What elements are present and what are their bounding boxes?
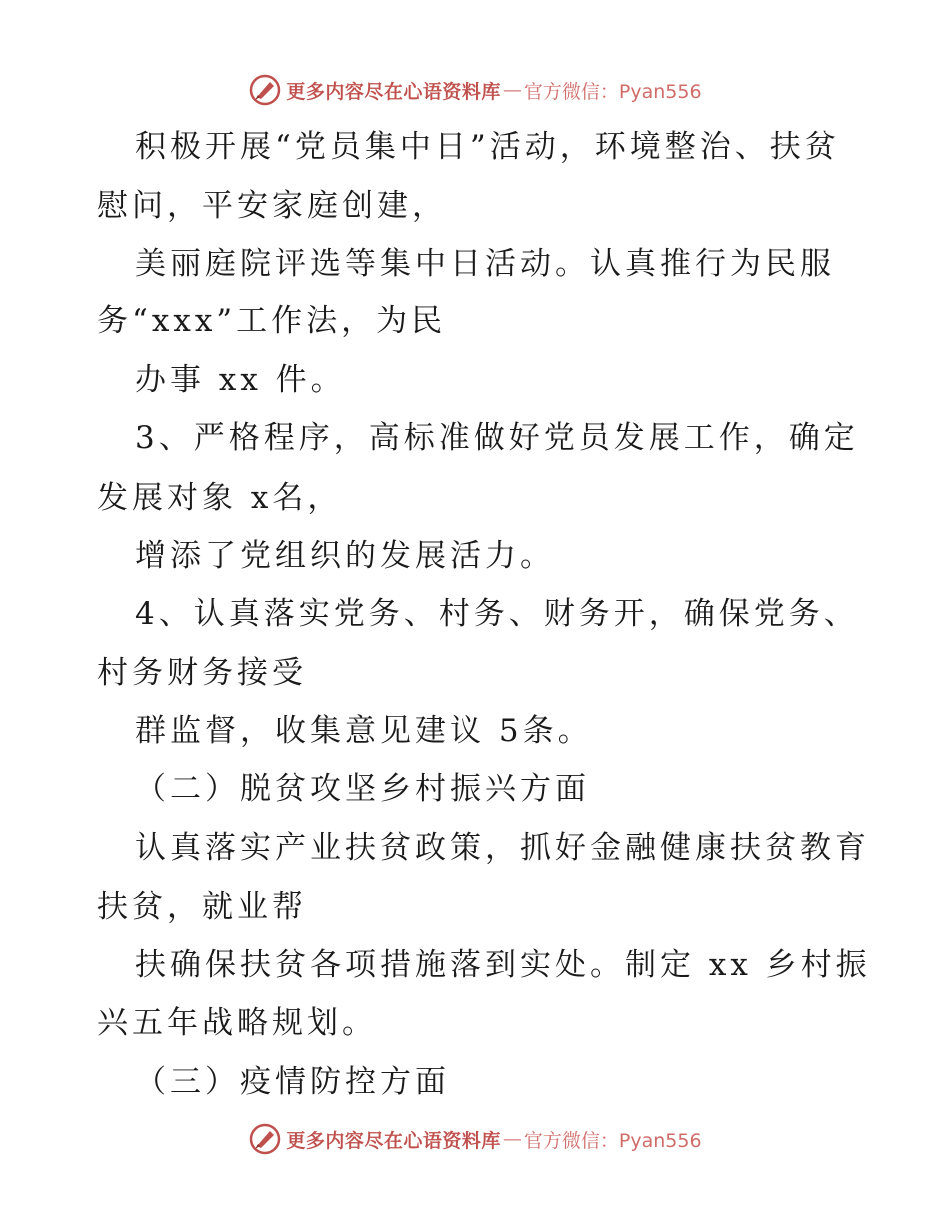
body-line: 村务财务接受 xyxy=(97,655,307,691)
footer-separator: — xyxy=(502,1128,522,1150)
body-line: 扶确保扶贫各项措施落到实处。制定 xx 乡村振 xyxy=(135,947,871,983)
body-line: 扶贫，就业帮 xyxy=(97,889,307,925)
body-line: 办事 xx 件。 xyxy=(135,362,346,398)
body-line: 群监督，收集意见建议 5条。 xyxy=(135,713,593,749)
footer-wechat-text: 官方微信：Pyan556 xyxy=(523,1129,702,1152)
footer-brand-text: 更多内容尽在心语资料库 xyxy=(286,1129,501,1152)
header-watermark xyxy=(0,70,950,110)
body-line: （三）疫情防控方面 xyxy=(135,1064,450,1100)
header-separator: — xyxy=(502,79,522,101)
header-wechat-text: 官方微信：Pyan556 xyxy=(523,80,702,103)
footer-watermark xyxy=(0,1119,950,1159)
body-line: 慰问，平安家庭创建， xyxy=(97,188,447,224)
body-line: 兴五年战略规划。 xyxy=(97,1005,377,1041)
header-brand-text: 更多内容尽在心语资料库 xyxy=(286,80,501,103)
body-line: 3、严格程序，高标准做好党员发展工作，确定 xyxy=(135,420,859,456)
body-line: 认真落实产业扶贫政策，抓好金融健康扶贫教育 xyxy=(135,830,870,866)
body-line: （二）脱贫攻坚乡村振兴方面 xyxy=(135,771,590,807)
body-line: 4、认真落实党务、村务、财务开，确保党务、 xyxy=(135,596,859,632)
pen-nib-logo-icon xyxy=(248,1122,282,1156)
body-line: 增添了党组织的发展活力。 xyxy=(135,538,555,574)
pen-nib-logo-icon xyxy=(248,73,282,107)
body-line: 美丽庭院评选等集中日活动。认真推行为民服 xyxy=(135,246,835,282)
body-line: 发展对象 x名， xyxy=(97,480,343,516)
body-line: 务“xxx”工作法，为民 xyxy=(97,303,447,339)
body-line: 积极开展“党员集中日”活动，环境整治、扶贫 xyxy=(135,129,840,165)
